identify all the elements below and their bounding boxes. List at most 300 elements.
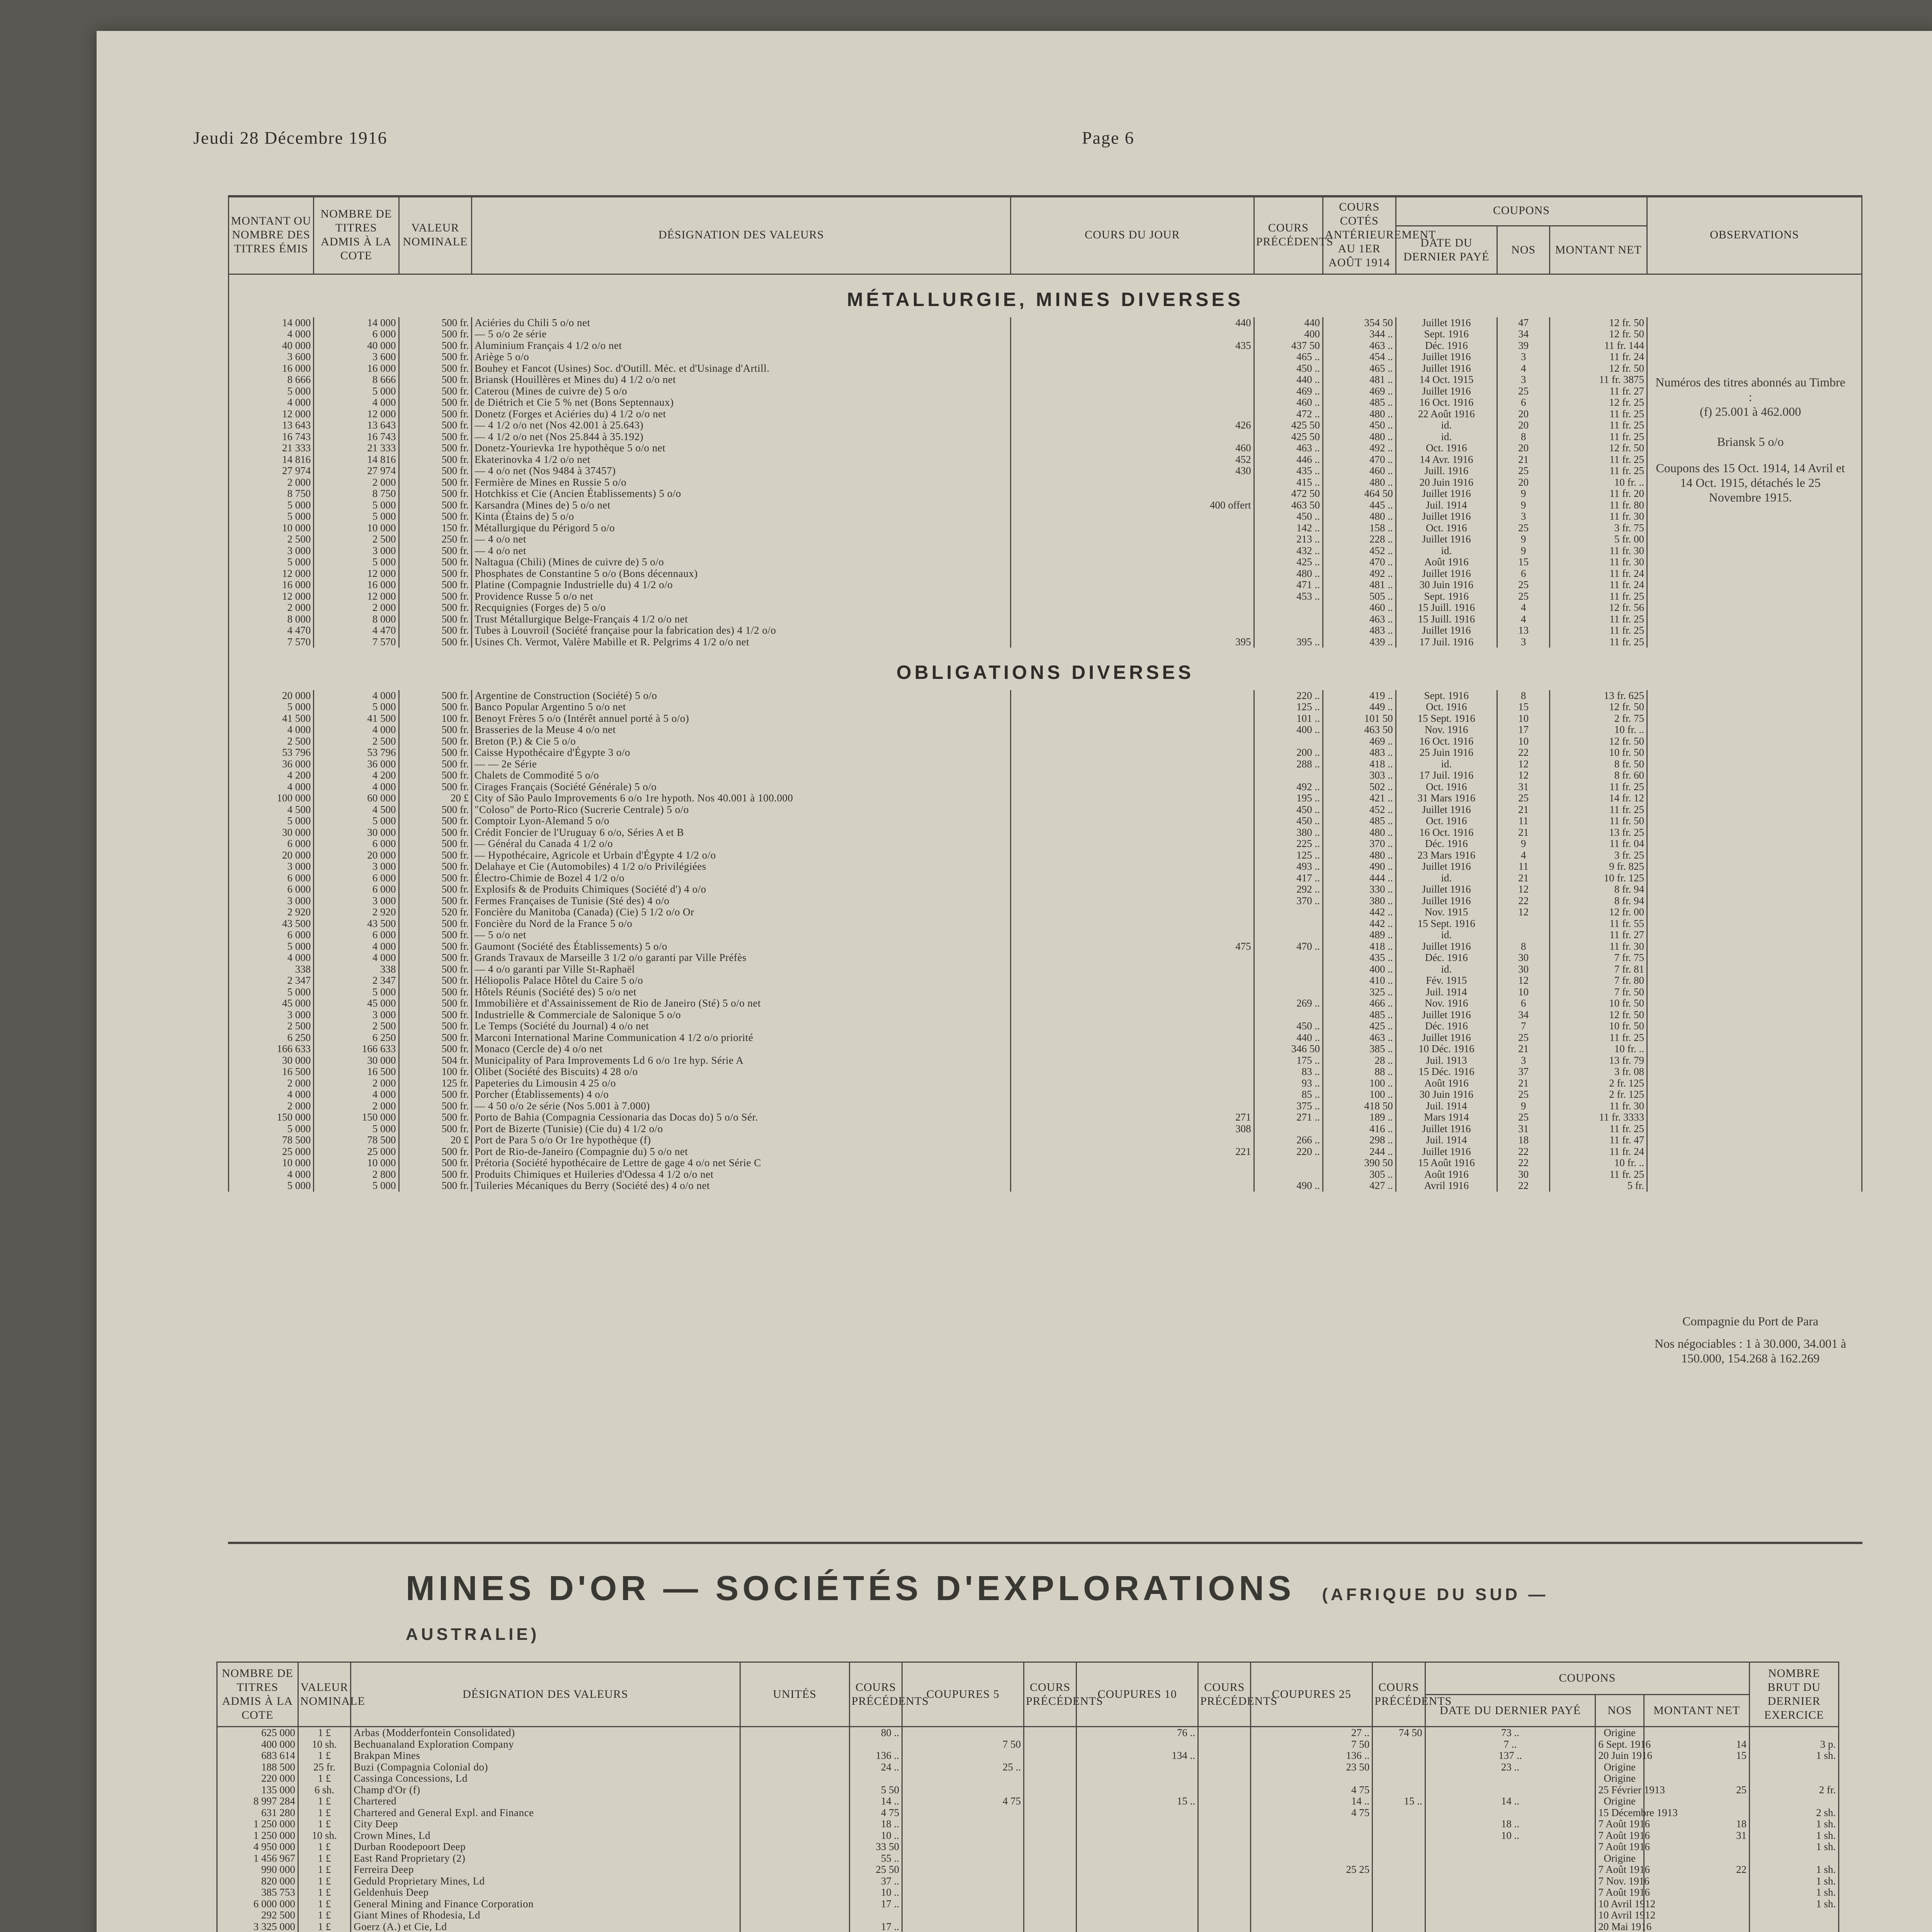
cell-emis: 4 000: [229, 724, 314, 736]
cell-date: Juillet 1916: [1396, 1146, 1497, 1158]
cell-0: 631 280: [217, 1807, 298, 1819]
cell-3: [740, 1773, 849, 1784]
table-row: [217, 1807, 1839, 1819]
cell-1: 10 sh.: [298, 1830, 350, 1842]
cell-obs: [1647, 1032, 1862, 1044]
cell-designation: Aciéries du Chili 5 o/o net: [472, 317, 1011, 329]
cell-3: [740, 1876, 849, 1887]
cell-nos: 12: [1497, 975, 1549, 986]
cell-obs: [1647, 724, 1862, 736]
cell-1: 1 £: [298, 1898, 350, 1910]
cell-13: 15: [1644, 1750, 1750, 1762]
table-row: [229, 442, 1862, 454]
cell-emis: 8 750: [229, 488, 314, 500]
cell-date: Juillet 1916: [1396, 1032, 1497, 1044]
cell-montant: 11 fr. 25: [1550, 420, 1647, 431]
cell-montant: 12 fr. 50: [1550, 317, 1647, 329]
cell-cours-prec: 288 ..: [1254, 759, 1323, 770]
cell-valeur: 500 fr.: [399, 636, 472, 648]
cell-0: 625 000: [217, 1727, 298, 1739]
cell-cours-jour: 452: [1011, 454, 1254, 466]
cell-cours-1914: 463 ..: [1323, 340, 1396, 352]
cell-designation: Naltagua (Chili) (Mines de cuivre de) 5 o/o: [472, 556, 1011, 568]
cell-emis: 6 250: [229, 1032, 314, 1044]
table-row: [229, 477, 1862, 488]
cell-cours-jour: 460: [1011, 442, 1254, 454]
cell-cours-prec: 435 ..: [1254, 465, 1323, 477]
cell-cours-1914: 449 ..: [1323, 701, 1396, 713]
cell-date: 25 Juin 1916: [1396, 747, 1497, 759]
cell-designation: Argentine de Construction (Société) 5 o/o: [472, 690, 1011, 702]
obs-timbre-range: (f) 25.001 à 462.000: [1699, 405, 1801, 418]
cell-emis: 2 920: [229, 906, 314, 918]
cell-emis: 8 000: [229, 614, 314, 625]
cell-montant: 10 fr. 50: [1550, 747, 1647, 759]
cell-emis: 5 000: [229, 556, 314, 568]
cell-montant: 11 fr. 25: [1550, 591, 1647, 602]
cell-date: id.: [1396, 545, 1497, 557]
cell-montant: 11 fr. 25: [1550, 431, 1647, 443]
cell-cours-jour: [1011, 1089, 1254, 1100]
cell-valeur: 500 fr.: [399, 1157, 472, 1169]
cell-admis: 7 570: [314, 636, 399, 648]
cell-13: 18: [1644, 1818, 1750, 1830]
cell-nos: 3: [1497, 351, 1549, 363]
cell-13: [1644, 1876, 1750, 1887]
cell-designation: — 4 o/o net: [472, 534, 1011, 545]
cell-admis: 3 000: [314, 861, 399, 872]
cell-date: 17 Juil. 1916: [1396, 770, 1497, 781]
cell-obs: [1647, 317, 1862, 329]
cell-cours-jour: [1011, 895, 1254, 907]
cell-11: [1425, 1773, 1595, 1784]
cell-11: [1425, 1898, 1595, 1910]
cell-cours-1914: 244 ..: [1323, 1146, 1396, 1158]
cell-12: 7 Août 1916: [1595, 1864, 1644, 1876]
cell-emis: 5 000: [229, 500, 314, 511]
cell-montant: 11 fr. 27: [1550, 929, 1647, 941]
cell-4: 55 ..: [849, 1853, 902, 1864]
cell-obs: [1647, 1134, 1862, 1146]
cell-nos: 9: [1497, 534, 1549, 545]
cell-cours-prec: 425 50: [1254, 420, 1323, 431]
cell-date: id.: [1396, 964, 1497, 975]
cell-montant: 11 fr. 27: [1550, 386, 1647, 397]
cell-2: Crown Mines, Ld: [351, 1830, 740, 1842]
cell-emis: 3 000: [229, 861, 314, 872]
cell-valeur: 500 fr.: [399, 964, 472, 975]
cell-valeur: 500 fr.: [399, 701, 472, 713]
cell-emis: 5 000: [229, 815, 314, 827]
cell-9: [1251, 1887, 1372, 1898]
cell-nos: 30: [1497, 952, 1549, 964]
cell-cours-1914: 425 ..: [1323, 1020, 1396, 1032]
cell-cours-1914: 100 ..: [1323, 1089, 1396, 1100]
cell-cours-1914: 469 ..: [1323, 736, 1396, 747]
cell-8: [1198, 1796, 1251, 1807]
cell-nos: 12: [1497, 770, 1549, 781]
cell-cours-jour: 221: [1011, 1146, 1254, 1158]
cell-2: Cassinga Concessions, Ld: [351, 1773, 740, 1784]
cell-14: [1750, 1762, 1839, 1773]
cell-designation: Platine (Compagnie Industrielle du) 4 1/2 o/o: [472, 579, 1011, 591]
table-row: [229, 579, 1862, 591]
table-row: [229, 747, 1862, 759]
cell-valeur: 500 fr.: [399, 781, 472, 793]
cell-7: [1077, 1762, 1198, 1773]
cell-cours-jour: [1011, 374, 1254, 386]
cell-obs: [1647, 625, 1862, 636]
cell-cours-prec: 493 ..: [1254, 861, 1323, 872]
cell-4: 24 ..: [849, 1762, 902, 1773]
cell-date: Juill. 1916: [1396, 465, 1497, 477]
cell-14: 1 sh.: [1750, 1887, 1839, 1898]
cell-11: [1425, 1887, 1595, 1898]
cell-nos: 3: [1497, 511, 1549, 522]
cell-designation: — 4 o/o garanti par Ville St-Raphaël: [472, 964, 1011, 975]
table-row: [217, 1750, 1839, 1762]
cell-admis: 2 000: [314, 1100, 399, 1112]
cell-cours-prec: 271 ..: [1254, 1112, 1323, 1123]
cell-admis: 4 200: [314, 770, 399, 781]
cell-obs: [1647, 872, 1862, 884]
cell-obs: [1647, 804, 1862, 816]
cell-admis: 2 800: [314, 1169, 399, 1180]
table-row: [229, 1169, 1862, 1180]
cell-5: [902, 1898, 1024, 1910]
section-rule: [228, 1542, 1862, 1544]
cell-montant: 10 fr. ..: [1550, 1043, 1647, 1055]
cell-cours-1914: 325 ..: [1323, 986, 1396, 998]
cell-cours-prec: 266 ..: [1254, 1134, 1323, 1146]
cell-date: Juillet 1916: [1396, 1123, 1497, 1135]
cell-12: Origine: [1595, 1796, 1644, 1807]
cell-0: 820 000: [217, 1876, 298, 1887]
cell-designation: Donetz (Forges et Aciéries du) 4 1/2 o/o net: [472, 408, 1011, 420]
col2-prec-b: COURS PRÉCÉDENTS: [1024, 1662, 1076, 1727]
cell-valeur: 500 fr.: [399, 602, 472, 614]
cell-nos: 22: [1497, 1157, 1549, 1169]
cell-emis: 16 743: [229, 431, 314, 443]
table-row: [217, 1841, 1839, 1853]
cell-cours-prec: 225 ..: [1254, 838, 1323, 850]
cell-valeur: 500 fr.: [399, 690, 472, 702]
cell-valeur: 500 fr.: [399, 374, 472, 386]
cell-montant: 11 fr. 24: [1550, 351, 1647, 363]
cell-designation: — 5 o/o 2e série: [472, 328, 1011, 340]
cell-3: [740, 1853, 849, 1864]
cell-cours-prec: 469 ..: [1254, 386, 1323, 397]
cell-emis: 14 000: [229, 317, 314, 329]
cell-0: 1 250 000: [217, 1830, 298, 1842]
cell-4: [849, 1910, 902, 1921]
col2-prec-d: COURS PRÉCÉDENTS: [1372, 1662, 1425, 1727]
cell-cours-1914: 483 ..: [1323, 625, 1396, 636]
cell-date: id.: [1396, 759, 1497, 770]
cell-emis: 6 000: [229, 838, 314, 850]
cell-date: id.: [1396, 431, 1497, 443]
cell-cours-prec: 125 ..: [1254, 701, 1323, 713]
cell-designation: Caterou (Mines de cuivre de) 5 o/o: [472, 386, 1011, 397]
cell-cours-1914: 492 ..: [1323, 568, 1396, 580]
cell-cours-1914: 481 ..: [1323, 579, 1396, 591]
col-admis: NOMBRE DE TITRES ADMIS À LA COTE: [314, 196, 399, 274]
cell-emis: 21 333: [229, 442, 314, 454]
cell-montant: 8 fr. 60: [1550, 770, 1647, 781]
cell-nos: 25: [1497, 793, 1549, 804]
cell-cours-1914: 158 ..: [1323, 522, 1396, 534]
cell-designation: Kinta (Étains de) 5 o/o: [472, 511, 1011, 522]
cell-admis: 16 000: [314, 363, 399, 374]
cell-nos: 8: [1497, 941, 1549, 952]
cell-admis: 2 000: [314, 602, 399, 614]
cell-cours-1914: 101 50: [1323, 713, 1396, 724]
cell-montant: 12 fr. 50: [1550, 442, 1647, 454]
table-row: [229, 522, 1862, 534]
cell-12: Origine: [1595, 1853, 1644, 1864]
cell-valeur: 500 fr.: [399, 1020, 472, 1032]
cell-date: Déc. 1916: [1396, 952, 1497, 964]
table-row: [229, 488, 1862, 500]
cell-valeur: 20 £: [399, 793, 472, 804]
cell-cours-prec: 213 ..: [1254, 534, 1323, 545]
cell-date: 23 Mars 1916: [1396, 850, 1497, 861]
cell-cours-jour: [1011, 781, 1254, 793]
cell-14: [1750, 1910, 1839, 1921]
cell-designation: Municipality of Para Improvements Ld 6 o/o 1re hyp. Série A: [472, 1055, 1011, 1066]
cell-6: [1024, 1762, 1076, 1773]
table-row: [229, 556, 1862, 568]
cell-nos: 11: [1497, 861, 1549, 872]
cell-valeur: 504 fr.: [399, 1055, 472, 1066]
table-row: [229, 625, 1862, 636]
cell-admis: 2 920: [314, 906, 399, 918]
cell-cours-prec: 375 ..: [1254, 1100, 1323, 1112]
cell-cours-prec: 470 ..: [1254, 941, 1323, 952]
cell-designation: Métallurgique du Périgord 5 o/o: [472, 522, 1011, 534]
cell-cours-jour: [1011, 1078, 1254, 1089]
cell-emis: 3 000: [229, 895, 314, 907]
cell-cours-jour: [1011, 690, 1254, 702]
cell-1: 1 £: [298, 1807, 350, 1819]
cell-cours-jour: [1011, 850, 1254, 861]
table-row: [217, 1796, 1839, 1807]
cell-0: 220 000: [217, 1773, 298, 1784]
cell-6: [1024, 1784, 1076, 1796]
cell-designation: Foncière du Manitoba (Canada) (Cie) 5 1/2 o/o Or: [472, 906, 1011, 918]
cell-cours-prec: 195 ..: [1254, 793, 1323, 804]
cell-10: [1372, 1921, 1425, 1932]
cell-2: Chartered: [351, 1796, 740, 1807]
cell-10: [1372, 1853, 1425, 1864]
cell-date: 16 Oct. 1916: [1396, 736, 1497, 747]
cell-3: [740, 1727, 849, 1739]
cell-cours-prec: [1254, 1009, 1323, 1021]
table-row: [217, 1762, 1839, 1773]
cell-cours-prec: 471 ..: [1254, 579, 1323, 591]
cell-valeur: 500 fr.: [399, 465, 472, 477]
cell-montant: 12 fr. 50: [1550, 701, 1647, 713]
cell-10: [1372, 1898, 1425, 1910]
cell-date: Juil. 1914: [1396, 1100, 1497, 1112]
cell-nos: 21: [1497, 1078, 1549, 1089]
cell-8: [1198, 1762, 1251, 1773]
cell-emis: 2 000: [229, 602, 314, 614]
cell-obs: [1647, 636, 1862, 648]
cell-cours-prec: 450 ..: [1254, 363, 1323, 374]
cell-cours-prec: 440 ..: [1254, 1032, 1323, 1044]
cell-5: [902, 1887, 1024, 1898]
cell-admis: 16 000: [314, 579, 399, 591]
cell-cours-jour: [1011, 906, 1254, 918]
cell-date: Juil. 1914: [1396, 1134, 1497, 1146]
cell-emis: 10 000: [229, 1157, 314, 1169]
cell-montant: 13 fr. 625: [1550, 690, 1647, 702]
cell-cours-jour: [1011, 477, 1254, 488]
cell-montant: 5 fr.: [1550, 1180, 1647, 1192]
obs-timbre: Numéros des titres abonnés au Timbre :: [1655, 375, 1845, 404]
cell-4: 80 ..: [849, 1727, 902, 1739]
col2-date-paye: DATE DU DERNIER PAYÉ: [1425, 1694, 1595, 1727]
cell-12: 25 Février 1913: [1595, 1784, 1644, 1796]
cell-cours-prec: 395 ..: [1254, 636, 1323, 648]
cell-cours-1914: 469 ..: [1323, 386, 1396, 397]
table-row: [229, 1089, 1862, 1100]
cell-emis: 2 347: [229, 975, 314, 986]
col2-valeur: VALEUR NOMINALE: [298, 1662, 350, 1727]
cell-cours-1914: 460 ..: [1323, 465, 1396, 477]
cell-0: 4 950 000: [217, 1841, 298, 1853]
cell-12: 10 Avril 1912: [1595, 1898, 1644, 1910]
cell-valeur: 150 fr.: [399, 522, 472, 534]
cell-cours-prec: 269 ..: [1254, 998, 1323, 1009]
cell-7: [1077, 1853, 1198, 1864]
col-montant: MONTANT NET: [1550, 226, 1647, 274]
cell-obs: [1647, 545, 1862, 557]
cell-7: [1077, 1818, 1198, 1830]
cell-date: Juillet 1916: [1396, 625, 1497, 636]
cell-designation: Porcher (Établissements) 4 o/o: [472, 1089, 1011, 1100]
cell-date: 20 Juin 1916: [1396, 477, 1497, 488]
cell-designation: — 4 1/2 o/o net (Nos 25.844 à 35.192): [472, 431, 1011, 443]
cell-valeur: 500 fr.: [399, 736, 472, 747]
cell-valeur: 500 fr.: [399, 317, 472, 329]
cell-nos: 15: [1497, 701, 1549, 713]
cell-valeur: 500 fr.: [399, 1123, 472, 1135]
cell-emis: 30 000: [229, 1055, 314, 1066]
cell-cours-1914: 330 ..: [1323, 884, 1396, 895]
cell-valeur: 500 fr.: [399, 918, 472, 930]
table-row: [229, 690, 1862, 702]
cell-montant: 9 fr. 825: [1550, 861, 1647, 872]
cell-12: 7 Août 1916: [1595, 1818, 1644, 1830]
cell-emis: 20 000: [229, 850, 314, 861]
table-row: [229, 1032, 1862, 1044]
cell-date: Nov. 1916: [1396, 724, 1497, 736]
cell-cours-1914: 450 ..: [1323, 420, 1396, 431]
cell-date: Oct. 1916: [1396, 815, 1497, 827]
cell-admis: 10 000: [314, 522, 399, 534]
cell-montant: 11 fr. 80: [1550, 500, 1647, 511]
cell-cours-1914: 480 ..: [1323, 511, 1396, 522]
cell-0: 385 753: [217, 1887, 298, 1898]
cell-6: [1024, 1887, 1076, 1898]
cell-1: 10 sh.: [298, 1739, 350, 1750]
cell-admis: 8 666: [314, 374, 399, 386]
cell-5: 7 50: [902, 1739, 1024, 1750]
cell-emis: 166 633: [229, 1043, 314, 1055]
cell-cours-jour: [1011, 815, 1254, 827]
cell-obs: [1647, 781, 1862, 793]
cell-date: Déc. 1916: [1396, 1020, 1497, 1032]
cell-montant: 11 fr. 3875: [1550, 374, 1647, 386]
cell-10: [1372, 1762, 1425, 1773]
table-row: [229, 918, 1862, 930]
cell-7: 76 ..: [1077, 1727, 1198, 1739]
cell-admis: 2 347: [314, 975, 399, 986]
table-row: [217, 1818, 1839, 1830]
cell-12: 6 Sept. 1916: [1595, 1739, 1644, 1750]
cell-emis: 100 000: [229, 793, 314, 804]
cell-emis: 338: [229, 964, 314, 975]
cell-nos: 7: [1497, 1020, 1549, 1032]
table-row: [229, 964, 1862, 975]
cell-1: 1 £: [298, 1864, 350, 1876]
obs-para-title: Compagnie du Port de Para: [1682, 1314, 1818, 1328]
cell-valeur: 500 fr.: [399, 579, 472, 591]
section-obligations-label: OBLIGATIONS DIVERSES: [229, 648, 1862, 690]
cell-montant: 8 fr. 50: [1550, 759, 1647, 770]
cell-7: 134 ..: [1077, 1750, 1198, 1762]
cell-cours-1914: 305 ..: [1323, 1169, 1396, 1180]
cell-valeur: 20 £: [399, 1134, 472, 1146]
cell-7: [1077, 1887, 1198, 1898]
cell-cours-jour: [1011, 1043, 1254, 1055]
cell-4: 5 50: [849, 1784, 902, 1796]
cell-cours-prec: [1254, 1123, 1323, 1135]
cell-9: [1251, 1841, 1372, 1853]
table-row: [229, 465, 1862, 477]
cell-valeur: 500 fr.: [399, 477, 472, 488]
cell-14: 1 sh.: [1750, 1876, 1839, 1887]
cell-10: 15 ..: [1372, 1796, 1425, 1807]
cell-13: 31: [1644, 1830, 1750, 1842]
cell-cours-1914: 480 ..: [1323, 827, 1396, 838]
cell-obs: [1647, 986, 1862, 998]
cell-valeur: 500 fr.: [399, 975, 472, 986]
cell-cours-jour: [1011, 511, 1254, 522]
cell-emis: 40 000: [229, 340, 314, 352]
cell-9: [1251, 1898, 1372, 1910]
cell-13: [1644, 1887, 1750, 1898]
cell-5: [902, 1727, 1024, 1739]
cell-10: [1372, 1784, 1425, 1796]
cell-8: [1198, 1784, 1251, 1796]
cell-cours-jour: [1011, 1180, 1254, 1192]
cell-nos: 31: [1497, 781, 1549, 793]
cell-0: 292 500: [217, 1910, 298, 1921]
cell-8: [1198, 1807, 1251, 1819]
cell-9: [1251, 1910, 1372, 1921]
cell-cours-prec: 490 ..: [1254, 1180, 1323, 1192]
cell-date: 15 Juill. 1916: [1396, 602, 1497, 614]
cell-6: [1024, 1910, 1076, 1921]
cell-nos: 22: [1497, 1146, 1549, 1158]
cell-cours-prec: [1254, 625, 1323, 636]
cell-cours-jour: 435: [1011, 340, 1254, 352]
table-row: [229, 591, 1862, 602]
cell-date: 16 Oct. 1916: [1396, 827, 1497, 838]
